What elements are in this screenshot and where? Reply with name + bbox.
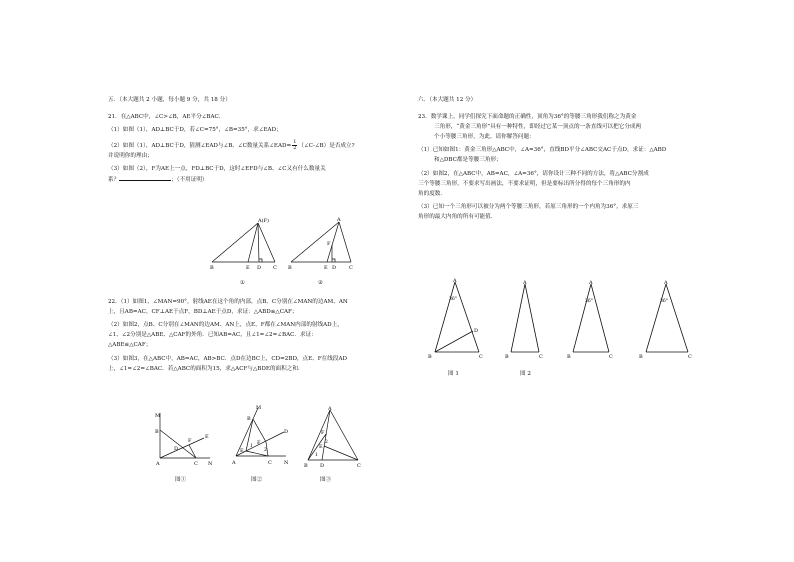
q22f1-label-D: D: [174, 446, 179, 452]
q23f1-label-B: B: [428, 354, 432, 360]
q23-intro-3: 个小等腰三角形，为此，请你解答问题：: [434, 133, 535, 140]
fig1-label-B: B: [210, 265, 214, 271]
q23f2c-label-B: B: [639, 354, 643, 360]
q23-part1-cont: 和△DBC都是等腰三角形；: [434, 157, 502, 164]
q22f3-label-B: B: [304, 463, 308, 469]
q22f2-label-D: D: [284, 429, 289, 435]
q22-part2-cont: ∠1、∠2分别是△ABE、△CAF的外角．已知AB=AC，且∠1=∠2=∠BAC．求证：: [108, 332, 317, 339]
fig2-label-D: D: [332, 265, 337, 271]
fig1-label-A: A(F): [258, 218, 269, 224]
q22-block: [108, 298, 398, 378]
q21-figure-1: [205, 214, 285, 274]
fig2-label-B: B: [288, 265, 292, 271]
q23f2c-label-C: C: [688, 354, 692, 360]
q22-figure-1: [152, 410, 217, 472]
q23f2b-label-B: B: [567, 354, 571, 360]
q22f3-label-E: E: [319, 444, 323, 450]
q23-fig1-caption: 图 1: [448, 371, 459, 377]
q22f1-label-B: B: [155, 429, 159, 435]
q21-part3-cont: 系？ ；（不用证明）: [108, 177, 208, 184]
fig2-label-A: A: [337, 217, 341, 223]
q22f1-label-A: A: [156, 461, 160, 467]
q21-part2-cont: 并说明你的理由；: [108, 152, 153, 159]
q22f2-label-M: M: [256, 405, 262, 411]
fig1-label-D: D: [257, 265, 262, 271]
section-header-5: 五．（本大题共 2 小题，每小题 9 分，共 18 分）: [108, 97, 231, 103]
q23f2c-angle: 36°: [660, 299, 668, 304]
q22-figure-2: [228, 404, 292, 472]
q23f1-label-C: C: [479, 354, 483, 360]
q22f3-label-A: A: [328, 406, 332, 412]
q22f3-label-1: 1: [315, 453, 318, 458]
q22-part1-cont: 上，且AB=AC，CF⊥AE于点F，BD⊥AE于点D，求证：△ABD≌△CAF；: [108, 308, 298, 315]
fig2-label-C: C: [349, 265, 353, 271]
q22f1-label-F: F: [188, 438, 192, 444]
q22f2-label-2: 2: [264, 448, 267, 453]
fraction-one-half: $\frac{1}{2}$: [293, 138, 297, 151]
q23-part3-cont: 角形的最大内角的所有可能值.: [418, 213, 493, 220]
q23-figure-1: [425, 276, 495, 366]
fig1-label-C: C: [273, 265, 277, 271]
q23-fig2-caption: 图 2: [520, 371, 531, 377]
q23f1-angle: 36°: [449, 297, 457, 302]
answer-blank[interactable]: [119, 175, 171, 181]
q22f2-label-E: E: [240, 448, 244, 454]
q23f1-label-D: D: [474, 328, 479, 334]
q22-fig1-caption: 图①: [175, 477, 187, 483]
q22f3-label-C: C: [357, 463, 361, 469]
q23-intro-1: 23．数学课上，同学们探究下面命题的正确性，顶角为36°的等腰三角形我们称之为黄金: [418, 113, 637, 120]
q22f2-label-A: A: [232, 460, 236, 466]
section-header-6: 六．（本大题共 12 分）: [418, 97, 477, 103]
q21-fig1-caption: ①: [240, 280, 246, 286]
q23f2b-label-A: A: [589, 280, 593, 286]
left-column: [108, 96, 398, 190]
q23-part2: （2）如图2，在△ABC中，AB=AC，∠A=36°，请你设计三种不同的方法，将△ABC分割成: [418, 170, 649, 177]
q21-stem: 21．在△ABC中，∠C>∠B，AE平分∠BAC.: [108, 113, 221, 120]
q22-fig2-caption: 图②: [251, 477, 263, 483]
q21-figure-2: [287, 214, 359, 274]
q21-fig2-caption: ②: [318, 280, 324, 286]
right-column: [418, 96, 703, 226]
q23f2a-label-B: B: [505, 354, 509, 360]
q23-figure-2b: [565, 276, 625, 366]
q22f3-label-2: 2: [325, 440, 328, 445]
q22-fig3-caption: 图③: [320, 477, 332, 483]
q22f3-label-D: D: [320, 463, 325, 469]
fig2-label-F: F: [327, 241, 331, 247]
q22-part1: 22．（1）如图1，∠MAN=90°，射线AE在这个角的内部，点B、C分别在∠MAN的边AM、AN: [108, 299, 348, 305]
q21-part3: （3）如图（2），F为AE上一点，FD⊥BC于D，这时∠EFD与∠B、∠C又有什么数量关: [108, 166, 326, 173]
q23f2b-angle: 36°: [585, 299, 593, 304]
q22f2-label-F: F: [257, 440, 261, 446]
q23-part2-cont: 三个等腰三角形，不要求写出画法，不要求证明，但是要标出所分得的每个三角形的内: [418, 180, 631, 187]
q21-part1: （1）如图（1），AD⊥BC于D，若∠C=75°，∠B=35°，求∠EAD；: [108, 127, 282, 134]
q23-figure-2c: [636, 276, 700, 366]
q22-part3-cont: 上，∠1=∠2=∠BAC．若△ABC的面积为15，求△ACF与△BDE的面积之和.: [108, 365, 300, 372]
q22f2-label-B: B: [247, 416, 251, 422]
q23f2b-label-C: C: [609, 354, 613, 360]
q22f3-label-F: F: [321, 430, 325, 436]
q23-intro-2: 三角形，“黄金三角形”具有一种特性，即经过它某一顶点的一条直线可以把它分成两: [434, 123, 642, 130]
q22-part2-cont2: △ABE≌△CAF；: [108, 342, 152, 349]
q22f1-label-C: C: [194, 461, 198, 467]
q21-part2: （2）如图（1），AD⊥BC于D，猜测∠EAD与∠B、∠C数量关系∠EAD= $\frac{1}{2}(\angle C-\angle B)$是否成立?: [108, 138, 355, 151]
q22f1-label-E: E: [205, 434, 209, 440]
q22-figure-3: [302, 404, 368, 472]
q23-part2-cont2: 角的度数．: [418, 190, 446, 197]
q23f2a-label-A: A: [523, 280, 527, 286]
q23-figure-2a: [505, 276, 555, 366]
q22f1-label-M: M: [155, 413, 161, 419]
fig1-label-E: E: [246, 265, 250, 271]
q23f2c-label-A: A: [664, 280, 668, 286]
q22-part2: （2）如图2，点B、C分别在∠MAN的边AM、AN上，点E、F都在∠MAN内部的射线AD上，: [108, 322, 343, 329]
q22f2-label-N: N: [284, 460, 289, 466]
q23-part3: （3）已知一个三角形可以被分为两个等腰三角形，若原三角形的一个内角为36°，求原三: [418, 203, 639, 210]
q23-part1: （1）已知如图1：黄金三角形△ABC中，∠A=36°，直线BD平分∠ABC交AC于点D，求证：△ABD: [418, 147, 667, 154]
q22f2-label-C: C: [268, 460, 272, 466]
q23f1-label-A: A: [453, 278, 457, 284]
q22f1-label-N: N: [208, 461, 213, 467]
q23f2a-label-C: C: [539, 354, 543, 360]
fig2-label-E: E: [324, 265, 328, 271]
q22f2-label-1: 1: [250, 444, 253, 449]
q22-part3: （3）如图3，在△ABC中，AB=AC，AB>BC．点D在边BC上，CD=2BD，点E、F在线段AD: [108, 355, 347, 362]
